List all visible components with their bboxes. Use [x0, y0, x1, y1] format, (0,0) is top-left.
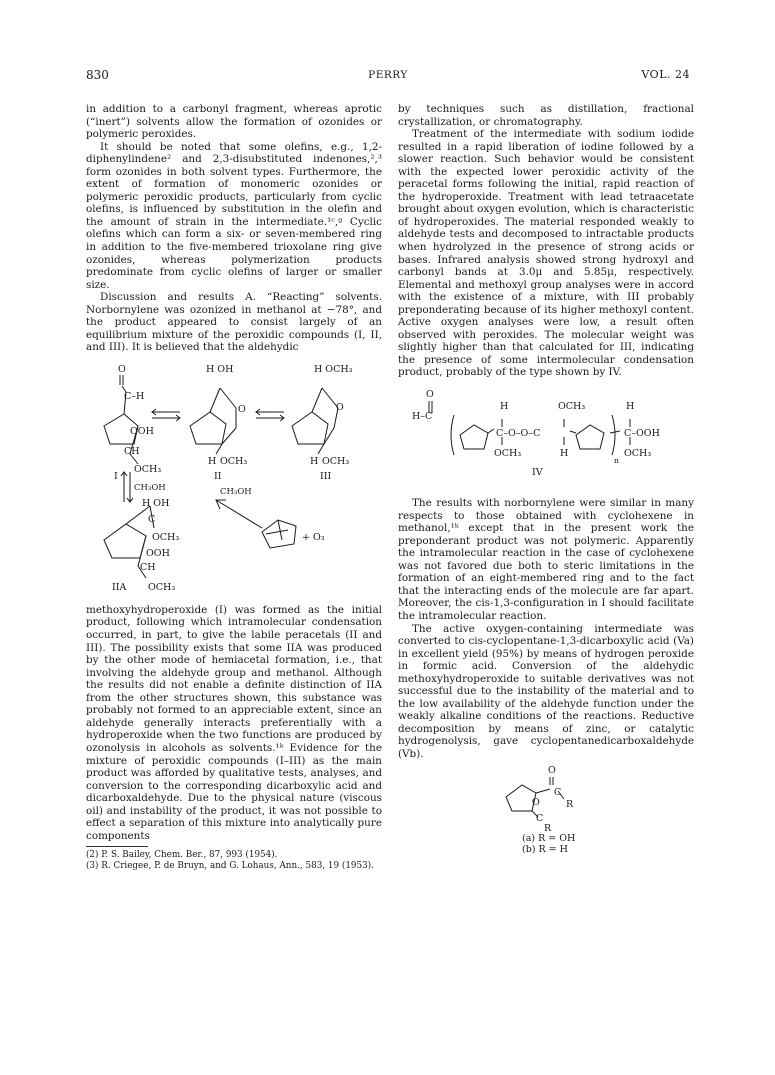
atom-label: O — [118, 363, 126, 375]
right-column — [398, 103, 694, 855]
footnote-rule — [86, 846, 148, 847]
page-number: 830 — [86, 68, 109, 82]
atom-label: H — [500, 401, 509, 413]
structure-V — [398, 761, 694, 833]
atom-label: CH — [124, 445, 140, 457]
ozone-label: + O₃ — [302, 531, 325, 543]
compound-label-IIA: IIA — [112, 581, 127, 593]
atom-label: H — [560, 448, 569, 460]
label-Va: (a) R = OH — [522, 832, 576, 844]
atom-label: O — [238, 403, 246, 415]
compound-label-IV: IV — [532, 467, 543, 479]
atom-label: OCH₃ — [624, 448, 652, 460]
subscript-n: n — [614, 456, 619, 466]
reagent-label: CH₃OH — [220, 486, 252, 497]
atom-label: H — [208, 455, 217, 467]
structure-V-drawing — [398, 761, 694, 833]
atom-label: H–C — [412, 411, 433, 423]
paragraph: Treatment of the intermediate with sodium iodide resulted in a rapid liberation of iodine followed by a slower reaction. Such behavior would be consistent with the expected lower peroxidic activity of the peracetal forms following the initial, rapid reaction of the hydroperoxide. Treatment with lead tetraacetate brought about oxygen evolution, which is characteristic of hydroperoxides. The material responded weakly to aldehyde tests and decomposed to intractable products when hydrolyzed in the presence of strong acids or bases. Infrared analysis showed strong hydroxyl and carbonyl bands at 3.0μ and 5.85μ, respectively. Elemental and methoxyl group analyses were in accord with the existence of a mixture, with III probably preponderating because of its higher methoxyl content. Active oxygen analyses were low, a result often observed with peroxides. The molecular weight was slightly higher than that calculated for III, indicating the presence of some intermolecular condensation product, probably of the type shown by IV. — [398, 128, 694, 379]
atom-label: C — [148, 513, 156, 525]
atom-label: C — [536, 812, 544, 824]
atom-label: OCH₃ — [558, 401, 586, 413]
compound-label-I: I — [114, 470, 118, 482]
page-header — [86, 68, 690, 84]
label-Vb: (b) R = H — [522, 843, 568, 855]
atom-label: OCH₃ — [148, 581, 176, 593]
volume-label: VOL. 24 — [641, 68, 690, 81]
paragraph: The results with norbornylene were similar in many respects to those obtained with cyclohexene in methanol,¹ᵏ except that in the present work the preponderant product was not polymeric. Apparently the intramolecular reaction in the case of cyclohexene was not favored due both to steric limitations in the formation of an eight-membered ring and to the fact that the interacting ends of the molecule are far apart. Moreover, the cis-1,3-configuration in I should facilitate the intramolecular reaction. — [398, 497, 694, 622]
atom-label: H — [310, 455, 319, 467]
atom-label: O — [532, 796, 540, 808]
atom-label: C–H — [124, 390, 145, 402]
atom-label: H OH — [206, 363, 234, 375]
atom-label: C–OOH — [624, 428, 660, 440]
atom-label: OCH₃ — [220, 455, 248, 467]
structure-IV — [398, 379, 694, 497]
atom-label: O — [426, 389, 434, 401]
atom-label: H — [626, 401, 635, 413]
atom-label: OOH — [130, 425, 154, 437]
paragraph: methoxyhydroperoxide (I) was formed as the initial product, following which intramolecular condensation occurred, in part, to give the labile peracetals (II and III). The possibility exists that some IIA was produced by the other mode of hemiacetal formation, i.e., that involving the aldehyde group and methanol. Although the results did not enable a definite distinction of IIA from the other structures shown, this substance was probably not formed to an appreciable extent, since an aldehyde generally interacts preferentially with a hydroperoxide when the two functions are produced by ozonolysis in alcohols as solvents.¹ᵏ Evidence for the mixture of peroxidic compounds (I–III) as the main product was afforded by qualitative tests, analyses, and conversion to the corresponding dicarboxylic acid and dicarboxaldehyde. Due to the physical nature (viscous oil) and instability of the product, it was not possible to effect a separation of this mixture into analytically pure components — [86, 603, 382, 842]
reagent-label: CH₃OH — [134, 482, 166, 493]
atom-label: CH — [140, 561, 156, 573]
atom-label: OCH₃ — [134, 463, 162, 475]
structure-IV-drawing — [398, 379, 694, 497]
atom-label: OOH — [146, 547, 170, 559]
footnote-3: (3) R. Criegee, P. de Bruyn, and G. Lohaus, Ann., 583, 19 (1953). — [86, 860, 374, 871]
paragraph: The active oxygen-containing intermediate was converted to cis-cyclopentane-1,3-dicarboxylic acid (Va) in excellent yield (95%) by means of hydrogen peroxide in formic acid. Conversion of the aldehydic methoxyhydroperoxide to suitable derivatives was not successful due to the instability of the material and to the low availability of the aldehyde function under the weakly alkaline conditions of the reactions. Reductive decomposition by means of zinc, or catalytic hydrogenolysis, gave cyclopentanedicarboxaldehyde (Vb). — [398, 622, 694, 760]
running-head: PERRY — [368, 69, 408, 81]
paragraph: It should be noted that some olefins, e.g., 1,2-diphenylindene² and 2,3-disubstituted indenones,²,³ form ozonides in both solvent types. Furthermore, the extent of formation of monomeric ozonides or polymeric peroxidic products, particularly from cyclic olefins, is influenced by substitution in the olefin and the amount of strain in the intermediate.¹ᶜ,ᵍ Cyclic olefins which can form a six- or seven-membered ring in addition to the five-membered trioxolane ring give ozonides, whereas polymerization products predominate from cyclic olefins of larger or smaller size. — [86, 140, 382, 291]
atom-label: H OH — [142, 497, 170, 509]
paragraph: Discussion and results A. “Reacting” solvents. Norbornylene was ozonized in methanol at −78°, and the product appeared to consist largely of an equilibrium mixture of the peroxidic compounds (I, II, and III). It is believed that the aldehydic — [86, 291, 382, 354]
atom-label: C–O–O–C — [496, 428, 541, 440]
compound-label-III: III — [320, 470, 332, 482]
paragraph: in addition to a carbonyl fragment, whereas aprotic (“inert”) solvents allow the formation of ozonides or polymeric peroxides. — [86, 103, 382, 141]
left-column — [86, 103, 382, 871]
atom-label: O — [548, 764, 556, 776]
atom-label: C — [554, 786, 562, 798]
footnotes — [86, 850, 382, 871]
atom-label: O — [336, 401, 344, 413]
atom-label: OCH₃ — [322, 455, 350, 467]
atom-label: H OCH₃ — [314, 363, 353, 375]
atom-label: R — [544, 822, 552, 833]
scheme-1-drawing — [86, 354, 382, 604]
atom-label: OCH₃ — [152, 531, 180, 543]
structure-V-labels — [398, 833, 694, 855]
compound-label-II: II — [214, 470, 222, 482]
atom-label: OCH₃ — [494, 448, 522, 460]
footnote-2: (2) P. S. Bailey, Chem. Ber., 87, 993 (1954). — [86, 850, 278, 861]
reaction-scheme-1 — [86, 354, 382, 604]
paragraph: by techniques such as distillation, fractional crystallization, or chromatography. — [398, 103, 694, 128]
atom-label: R — [566, 798, 574, 810]
